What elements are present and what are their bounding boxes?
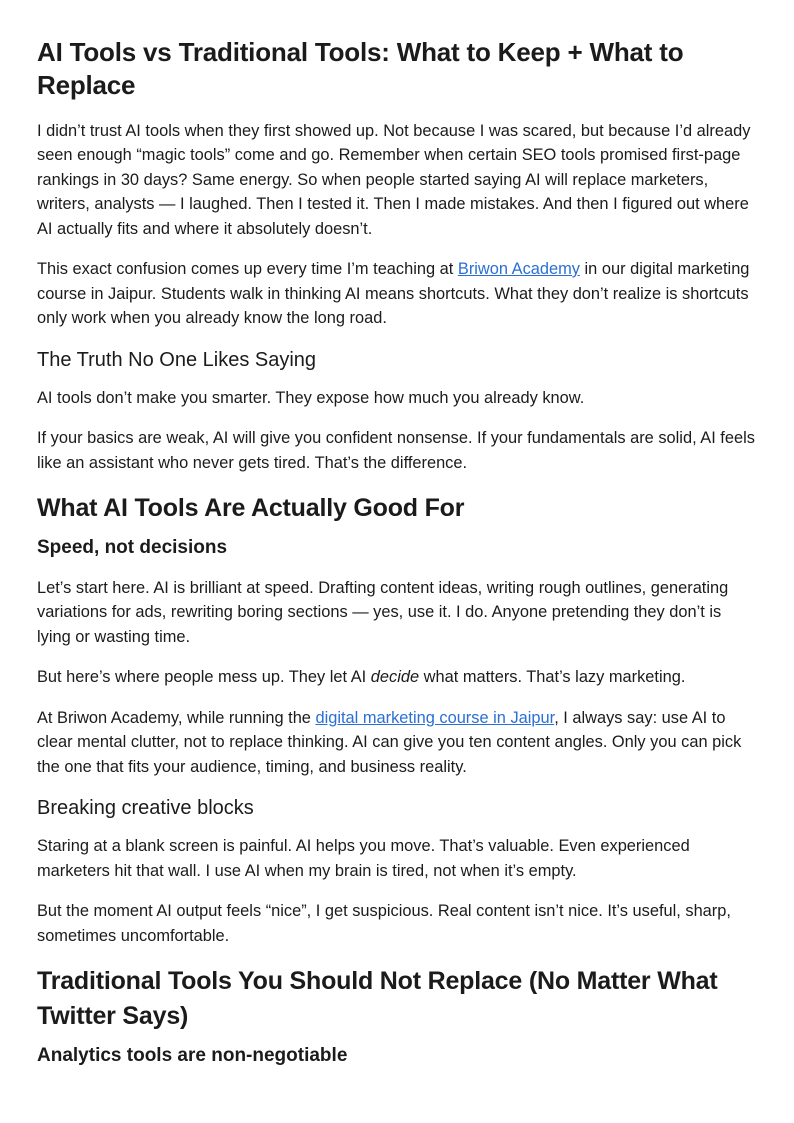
speed-paragraph-3-text-before: At Briwon Academy, while running the (37, 708, 316, 727)
traditional-tools-heading: Traditional Tools You Should Not Replace (No Matter What Twitter Says) (37, 967, 718, 1031)
intro-paragraph-1: I didn’t trust AI tools when they first showed up. Not because I was scared, but because I’d already seen enough “magic tools” come and go. Remember when certain SEO tools promised first-page rankings in 30 days? Same energy. So when people started saying AI will replace marketers, writers, analysts — I laughed. Then I tested it. Then I made mistakes. And then I figured out where AI actually fits and where it absolutely doesn’t. (37, 121, 751, 238)
blocks-paragraph-1: Staring at a blank screen is painful. AI helps you move. That’s valuable. Even experienced marketers hit that wall. I use AI when my brain is tired, not when it’s empty. (37, 837, 690, 880)
speed-paragraph-2-text-after: what matters. That’s lazy marketing. (419, 668, 686, 687)
article-title: AI Tools vs Traditional Tools: What to Keep + What to Replace (37, 37, 684, 101)
blocks-paragraph-2: But the moment AI output feels “nice”, I get suspicious. Real content isn’t nice. It’s useful, sharp, sometimes uncomfortable. (37, 902, 731, 945)
digital-marketing-course-link[interactable]: digital marketing course in Jaipur (315, 708, 555, 727)
intro-paragraph-2 (37, 257, 758, 331)
intro-paragraph-2-text-after: in our digital marketing course in Jaipur. Students walk in thinking AI means shortcuts. What they don’t realize is shortcuts only work when you already know the long road. (37, 260, 750, 328)
analytics-heading: Analytics tools are non-negotiable (37, 1045, 348, 1067)
speed-heading: Speed, not decisions (37, 537, 228, 559)
truth-paragraph-2: If your basics are weak, AI will give you confident nonsense. If your fundamentals are solid, AI feels like an assistant who never gets tired. That’s the difference. (37, 429, 755, 472)
speed-paragraph-3 (37, 706, 758, 780)
blocks-heading: Breaking creative blocks (37, 797, 254, 820)
truth-paragraph-1: AI tools don’t make you smarter. They expose how much you already know. (37, 388, 585, 407)
speed-paragraph-2-text-before: But here’s where people mess up. They let AI (37, 668, 371, 687)
intro-paragraph-2-text-before: This exact confusion comes up every time I’m teaching at (37, 260, 458, 279)
speed-paragraph-1: Let’s start here. AI is brilliant at speed. Drafting content ideas, writing rough outlines, generating variations for ads, rewriting boring sections — yes, use it. I do. Anyone pretending they don’t is lying or wasting time. (37, 578, 729, 646)
decide-emphasis: decide (370, 668, 420, 687)
briwon-academy-link[interactable]: Briwon Academy (457, 260, 580, 279)
good-for-heading: What AI Tools Are Actually Good For (37, 494, 465, 523)
speed-paragraph-2 (37, 665, 758, 690)
truth-heading: The Truth No One Likes Saying (37, 348, 317, 371)
speed-paragraph-3-text-after: , I always say: use AI to clear mental clutter, not to replace thinking. AI can give you ten content angles. Only you can pick the one that fits your audience, timing, and business reality. (37, 708, 742, 776)
